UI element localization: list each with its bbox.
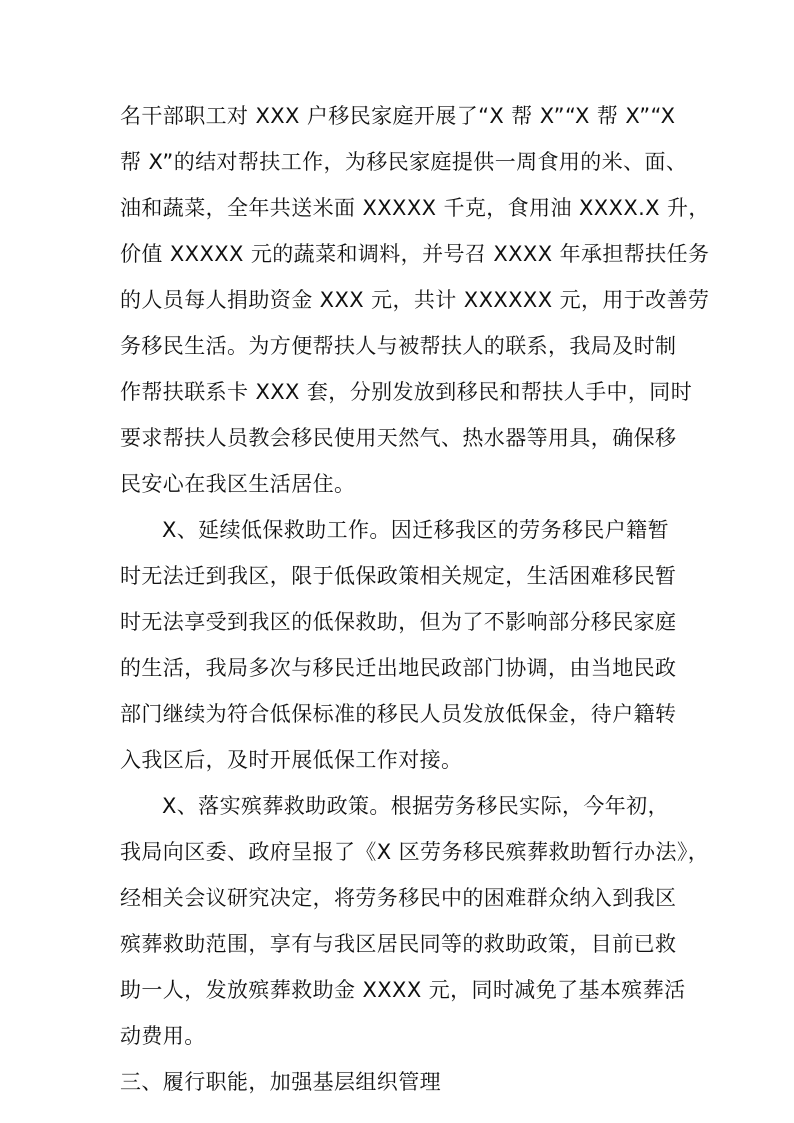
- text-line: 我局向区委、政府呈报了《X 区劳务移民殡葬救助暂行办法》，: [120, 840, 710, 864]
- text-line: 帮 X”的结对帮扶工作，为移民家庭提供一周食用的米、面、: [120, 150, 688, 174]
- text-line: 时无法迁到我区，限于低保政策相关规定，生活困难移民暂: [120, 564, 677, 588]
- text-line: 经相关会议研究决定，将劳务移民中的困难群众纳入到我区: [120, 886, 677, 910]
- text-line: 名干部职工对 XXX 户移民家庭开展了“X 帮 X”“X 帮 X”“X: [120, 104, 676, 128]
- section-heading: 三、履行职能，加强基层组织管理: [120, 1070, 441, 1094]
- text-line: 要求帮扶人员教会移民使用天然气、热水器等用具，确保移: [120, 426, 677, 450]
- text-line: 殡葬救助范围，享有与我区居民同等的救助政策，目前已救: [120, 932, 677, 956]
- text-line: 作帮扶联系卡 XXX 套，分别发放到移民和帮扶人手中，同时: [120, 380, 693, 404]
- text-line: 动费用。: [120, 1024, 206, 1048]
- text-line: 务移民生活。为方便帮扶人与被帮扶人的联系，我局及时制: [120, 334, 677, 358]
- text-line: 的生活，我局多次与移民迁出地民政部门协调，由当地民政: [120, 656, 677, 680]
- text-line: 民安心在我区生活居住。: [120, 472, 356, 496]
- text-line: 部门继续为符合低保标准的移民人员发放低保金，待户籍转: [120, 702, 677, 726]
- text-line: 入我区后，及时开展低保工作对接。: [120, 748, 463, 772]
- paragraph-heading-line: X、落实殡葬救助政策。根据劳务移民实际，今年初，: [162, 794, 669, 818]
- text-line: 助一人，发放殡葬救助金 XXXX 元，同时减免了基本殡葬活: [120, 978, 686, 1002]
- text-line: 的人员每人捐助资金 XXX 元，共计 XXXXXX 元，用于改善劳: [120, 288, 710, 312]
- text-line: 价值 XXXXX 元的蔬菜和调料，并号召 XXXX 年承担帮扶任务: [120, 242, 710, 266]
- text-line: 油和蔬菜，全年共送米面 XXXXX 千克，食用油 XXXX.X 升，: [120, 196, 710, 220]
- text-line: 时无法享受到我区的低保救助，但为了不影响部分移民家庭: [120, 610, 677, 634]
- paragraph-heading-line: X、延续低保救助工作。因迁移我区的劳务移民户籍暂: [162, 518, 669, 542]
